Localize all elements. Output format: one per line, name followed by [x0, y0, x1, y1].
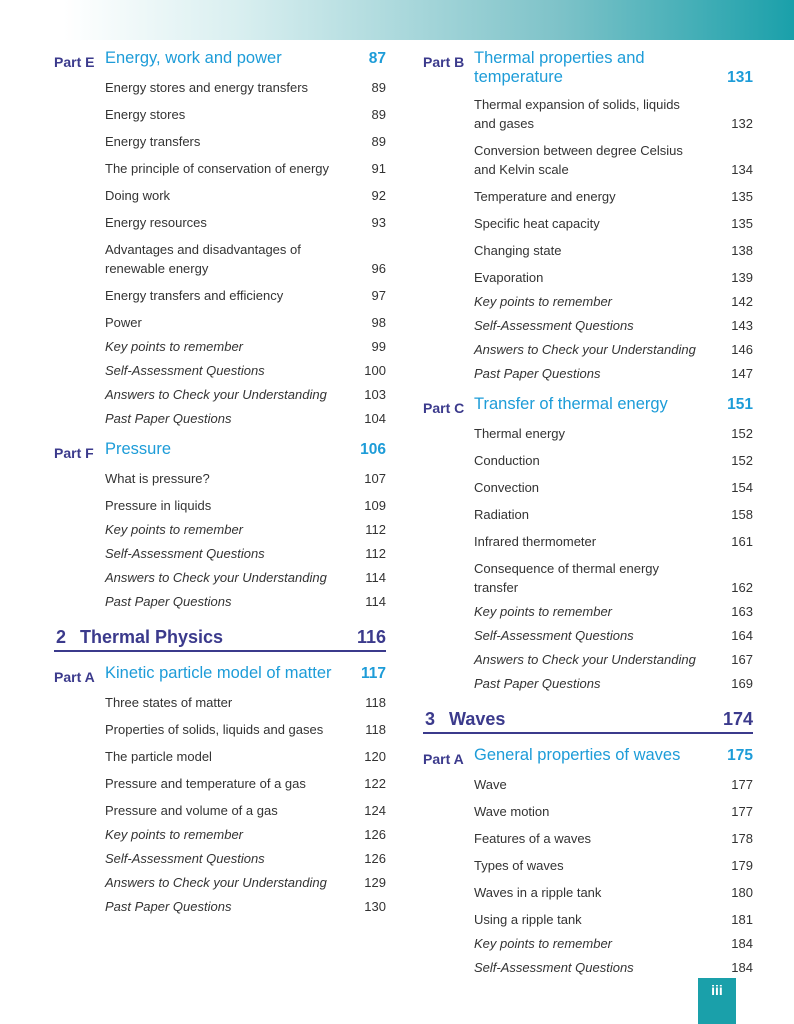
toc-entry-page: 112 [365, 546, 386, 561]
toc-entry[interactable] [105, 587, 386, 611]
toc-entry[interactable] [474, 848, 753, 875]
toc-entry[interactable] [105, 97, 386, 124]
toc-entry-page: 179 [731, 858, 753, 873]
chapter-page-number: 116 [356, 627, 386, 647]
toc-entry-page: 96 [371, 261, 386, 276]
toc-entry-page: 107 [364, 471, 386, 486]
chapter-page-number: 174 [722, 709, 753, 729]
toc-entry[interactable] [474, 953, 753, 977]
toc-entry-page: 114 [365, 594, 386, 609]
toc-entry-page: 181 [731, 912, 753, 927]
toc-entry[interactable] [474, 179, 753, 206]
toc-entry-page: 184 [731, 960, 753, 975]
toc-entry-title: The principle of conservation of energy [105, 161, 330, 176]
toc-right-column [423, 47, 753, 977]
toc-entry-title: Pressure in liquids [105, 498, 212, 513]
toc-left-column [54, 47, 386, 916]
toc-entry-title: Using a ripple tank [474, 912, 582, 927]
toc-entry-title: Doing work [105, 188, 171, 203]
part-heading[interactable] [54, 49, 386, 70]
toc-entry-title: Key points to remember [474, 604, 613, 619]
toc-entry-title: What is pressure? [105, 471, 210, 486]
toc-entry-page: 109 [364, 498, 386, 513]
toc-entry[interactable] [474, 470, 753, 497]
toc-entry[interactable] [474, 597, 753, 621]
toc-entry[interactable] [105, 278, 386, 305]
toc-entry[interactable] [474, 311, 753, 335]
toc-entry[interactable] [105, 793, 386, 820]
toc-entry[interactable] [474, 260, 753, 287]
chapter-number: 3 [425, 709, 436, 729]
toc-entry-title: Answers to Check your Understanding [474, 342, 696, 357]
part-title: Energy, work and power [105, 49, 282, 67]
chapter-title: Thermal Physics [80, 627, 224, 647]
toc-entry-page: 124 [364, 803, 386, 818]
toc-entry-page: 152 [731, 426, 753, 441]
part-heading[interactable] [423, 49, 753, 87]
toc-entry[interactable] [474, 621, 753, 645]
part-title: Pressure [105, 440, 172, 458]
toc-entry-page: 130 [364, 899, 386, 914]
toc-entry-title: Pressure and volume of a gas [105, 803, 278, 818]
toc-entry-page: 135 [731, 189, 753, 204]
toc-entry[interactable] [474, 645, 753, 669]
toc-entry[interactable] [474, 821, 753, 848]
toc-entry-title: Convection [474, 480, 540, 495]
toc-entry-title: Pressure and temperature of a gas [105, 776, 306, 791]
toc-entry-title: Answers to Check your Understanding [105, 570, 327, 585]
toc-entry-title: Self-Assessment Questions [105, 546, 265, 561]
toc-entry[interactable] [105, 892, 386, 916]
toc-entry[interactable] [105, 488, 386, 515]
toc-entry[interactable] [105, 844, 386, 868]
toc-entry[interactable] [105, 820, 386, 844]
toc-entry[interactable] [474, 359, 753, 383]
toc-entry-title: Wave motion [474, 804, 550, 819]
toc-entry[interactable] [474, 133, 753, 179]
toc-entry[interactable] [105, 178, 386, 205]
toc-entry-page: 158 [731, 507, 753, 522]
toc-entry-title: Energy stores [105, 107, 186, 122]
toc-entry-title: Changing state [474, 243, 562, 258]
toc-entry-title: Key points to remember [474, 294, 613, 309]
toc-entry[interactable] [105, 766, 386, 793]
toc-entry-page: 118 [365, 722, 386, 737]
toc-entries [105, 685, 386, 916]
part-label: Part C [423, 400, 465, 416]
toc-entry[interactable] [105, 868, 386, 892]
toc-entry-page: 146 [731, 342, 753, 357]
chapter-heading[interactable] [54, 627, 386, 652]
toc-entry-title: Conduction [474, 453, 540, 468]
chapter-number: 2 [56, 627, 67, 647]
toc-entry-page: 163 [731, 604, 753, 619]
toc-entry[interactable] [105, 356, 386, 380]
toc-entry[interactable] [105, 151, 386, 178]
toc-entry-page: 161 [731, 534, 753, 549]
part-heading[interactable] [423, 395, 753, 416]
toc-entry[interactable] [105, 205, 386, 232]
toc-entry-page: 114 [365, 570, 386, 585]
toc-entry-page: 143 [731, 318, 753, 333]
toc-entries [474, 416, 753, 693]
toc-entry-title: Specific heat capacity [474, 216, 600, 231]
toc-entry-title: Consequence of thermal energy transfer [474, 561, 660, 595]
toc-entry-page: 147 [731, 366, 753, 381]
part-label: Part E [54, 54, 95, 70]
toc-entry-title: Types of waves [474, 858, 564, 873]
toc-entry-title: Self-Assessment Questions [474, 628, 634, 643]
part-title: Transfer of thermal energy [474, 395, 668, 413]
toc-entry[interactable] [474, 443, 753, 470]
page-number: iii [711, 982, 723, 998]
toc-entry-title: Answers to Check your Understanding [105, 875, 327, 890]
toc-entry-title: Waves in a ripple tank [474, 885, 602, 900]
toc-entry[interactable] [105, 332, 386, 356]
toc-entry-page: 177 [731, 804, 753, 819]
toc-entry[interactable] [474, 902, 753, 929]
toc-entry-title: Past Paper Questions [105, 411, 232, 426]
toc-entry[interactable] [474, 767, 753, 794]
toc-entry[interactable] [474, 206, 753, 233]
toc-entry-title: Power [105, 315, 142, 330]
toc-entry-page: 162 [731, 580, 753, 595]
toc-entry-page: 180 [731, 885, 753, 900]
toc-entry-title: Infrared thermometer [474, 534, 597, 549]
toc-entry[interactable] [105, 461, 386, 488]
toc-entry-title: Key points to remember [474, 936, 613, 951]
toc-entry-title: Key points to remember [105, 522, 244, 537]
toc-entry-title: Energy resources [105, 215, 207, 230]
toc-entry-title: Past Paper Questions [474, 366, 601, 381]
toc-entry-page: 152 [731, 453, 753, 468]
toc-entry-page: 93 [371, 215, 386, 230]
toc-entry-page: 167 [731, 652, 753, 667]
toc-entry-page: 92 [371, 188, 386, 203]
part-heading[interactable] [423, 746, 753, 767]
toc-entry[interactable] [105, 305, 386, 332]
toc-entry-title: Energy transfers [105, 134, 201, 149]
toc-entry-title: Self-Assessment Questions [105, 851, 265, 866]
toc-entry[interactable] [474, 794, 753, 821]
toc-entry-title: Wave [474, 777, 507, 792]
toc-entry-title: The particle model [105, 749, 212, 764]
toc-entry-title: Past Paper Questions [105, 594, 232, 609]
toc-entry-page: 122 [364, 776, 386, 791]
toc-entry-page: 177 [731, 777, 753, 792]
part-title: Thermal properties and temperature [474, 49, 645, 86]
toc-entries [105, 70, 386, 428]
toc-entry-title: Thermal energy [474, 426, 566, 441]
toc-entry-title: Properties of solids, liquids and gases [105, 722, 324, 737]
toc-entry-title: Past Paper Questions [105, 899, 232, 914]
toc-entry-page: 154 [731, 480, 753, 495]
toc-entry-title: Self-Assessment Questions [474, 960, 634, 975]
toc-entries [105, 461, 386, 611]
toc-entry-page: 126 [364, 851, 386, 866]
toc-entry-page: 139 [731, 270, 753, 285]
toc-entry-title: Thermal expansion of solids, liquids and gases [474, 97, 680, 131]
toc-entry-title: Features of a waves [474, 831, 592, 846]
toc-entry-page: 99 [371, 339, 386, 354]
toc-entry-page: 135 [731, 216, 753, 231]
toc-entry-title: Key points to remember [105, 827, 244, 842]
toc-entries [474, 87, 753, 383]
toc-entry[interactable] [105, 515, 386, 539]
toc-entry[interactable] [474, 669, 753, 693]
toc-entry[interactable] [105, 380, 386, 404]
part-label: Part B [423, 54, 465, 70]
toc-entry-title: Radiation [474, 507, 529, 522]
toc-entries [474, 767, 753, 977]
toc-entry[interactable] [105, 539, 386, 563]
toc-entry-page: 120 [364, 749, 386, 764]
toc-entry[interactable] [474, 87, 753, 133]
toc-entry-page: 138 [731, 243, 753, 258]
toc-entry-title: Evaporation [474, 270, 544, 285]
toc-entry[interactable] [105, 70, 386, 97]
toc-entry-title: Self-Assessment Questions [474, 318, 634, 333]
toc-entry-title: Three states of matter [105, 695, 233, 710]
toc-entry-page: 164 [731, 628, 753, 643]
toc-entry-page: 103 [364, 387, 386, 402]
toc-entry[interactable] [105, 685, 386, 712]
part-page-number: 131 [727, 69, 753, 86]
toc-entry-title: Energy stores and energy transfers [105, 80, 309, 95]
toc-entry[interactable] [105, 739, 386, 766]
toc-entry[interactable] [474, 287, 753, 311]
toc-entry-title: Advantages and disadvantages of renewable energy [105, 242, 301, 276]
page-number-tab [698, 978, 736, 1024]
toc-entry[interactable] [474, 416, 753, 443]
toc-entry-page: 91 [371, 161, 386, 176]
toc-entry[interactable] [105, 124, 386, 151]
part-title: General properties of waves [474, 746, 681, 764]
part-page-number: 87 [368, 50, 386, 67]
toc-entry[interactable] [474, 233, 753, 260]
toc-entry-page: 89 [371, 80, 386, 95]
toc-entry-page: 129 [364, 875, 386, 890]
toc-entry-page: 112 [365, 522, 386, 537]
toc-entry[interactable] [474, 524, 753, 551]
chapter-heading[interactable] [423, 709, 753, 734]
toc-entry-title: Self-Assessment Questions [105, 363, 265, 378]
part-page-number: 106 [360, 441, 386, 458]
toc-entry-title: Answers to Check your Understanding [105, 387, 327, 402]
part-page-number: 117 [360, 665, 386, 682]
part-label: Part A [54, 669, 95, 685]
toc-entry-page: 184 [731, 936, 753, 951]
toc-entry[interactable] [105, 563, 386, 587]
toc-entry-page: 126 [364, 827, 386, 842]
toc-entry[interactable] [474, 335, 753, 359]
part-page-number: 151 [727, 396, 753, 413]
toc-entry[interactable] [474, 497, 753, 524]
toc-entry-page: 89 [371, 134, 386, 149]
part-page-number: 175 [727, 747, 753, 764]
toc-entry[interactable] [105, 712, 386, 739]
part-label: Part F [54, 445, 94, 461]
toc-entry-title: Key points to remember [105, 339, 244, 354]
toc-entry-title: Energy transfers and efficiency [105, 288, 284, 303]
toc-entry-page: 169 [731, 676, 753, 691]
toc-entry-page: 89 [371, 107, 386, 122]
part-label: Part A [423, 751, 464, 767]
toc-entry-title: Conversion between degree Celsius and Kelvin scale [474, 143, 683, 177]
toc-entry-page: 97 [371, 288, 386, 303]
toc-entry-page: 118 [365, 695, 386, 710]
toc-entry[interactable] [474, 929, 753, 953]
toc-entry-page: 134 [731, 162, 753, 177]
toc-entry-title: Past Paper Questions [474, 676, 601, 691]
part-heading[interactable] [54, 440, 386, 461]
toc-entry-page: 100 [364, 363, 386, 378]
toc-entry-title: Temperature and energy [474, 189, 616, 204]
part-heading[interactable] [54, 664, 386, 685]
toc-entry-page: 132 [731, 116, 753, 131]
toc-entry-title: Answers to Check your Understanding [474, 652, 696, 667]
part-title: Kinetic particle model of matter [105, 664, 332, 682]
toc-entry[interactable] [474, 551, 753, 597]
toc-entry[interactable] [474, 875, 753, 902]
toc-entry[interactable] [105, 404, 386, 428]
header-gradient-bar [0, 0, 794, 40]
toc-entry-page: 142 [731, 294, 753, 309]
chapter-title: Waves [449, 709, 506, 729]
toc-entry-page: 104 [364, 411, 386, 426]
toc-entry-page: 178 [731, 831, 753, 846]
toc-entry[interactable] [105, 232, 386, 278]
toc-entry-page: 98 [371, 315, 386, 330]
